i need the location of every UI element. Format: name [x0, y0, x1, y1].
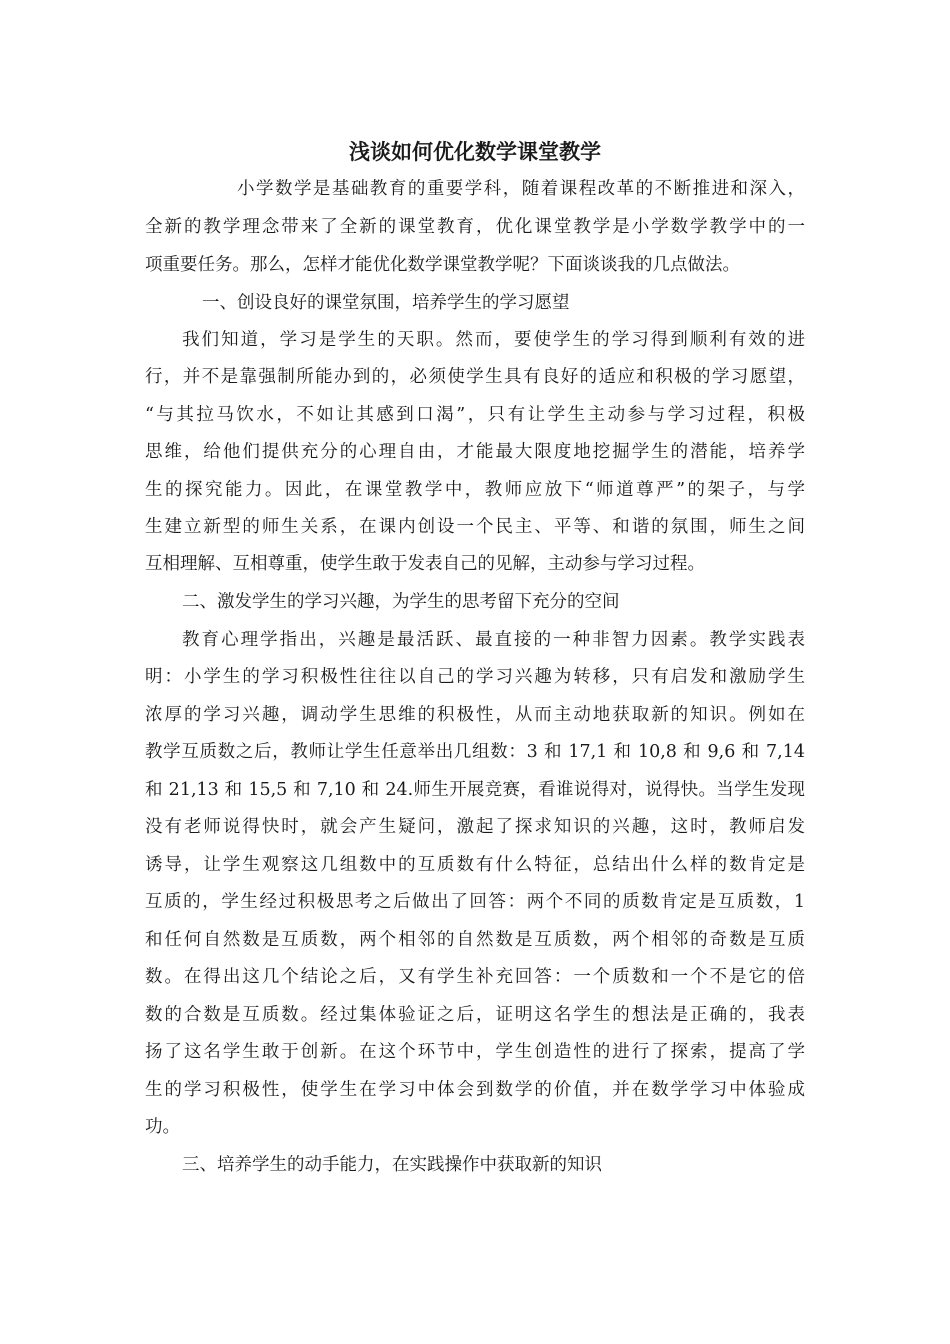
paragraph-line: 诱导，让学生观察这几组数中的互质数有什么特征，总结出什么样的数肯定是	[145, 855, 805, 875]
paragraph-line: 数的合数是互质数。经过集体验证之后，证明这名学生的想法是正确的，我表	[145, 1005, 805, 1025]
paragraph-line: 全新的教学理念带来了全新的课堂教育，优化课堂教学是小学数学教学中的一	[145, 217, 805, 237]
paragraph-line: 互质的，学生经过积极思考之后做出了回答：两个不同的质数肯定是互质数，1	[145, 892, 805, 912]
paragraph-line: 教学互质数之后，教师让学生任意举出几组数：3 和 17,1 和 10,8 和 9,6 和 7,14	[145, 742, 805, 762]
paragraph-line: 生的探究能力。因此，在课堂教学中，教师应放下“师道尊严”的架子，与学	[145, 480, 805, 500]
paragraph-line: 和 21,13 和 15,5 和 7,10 和 24.师生开展竞赛，看谁说得对，说得快。当学生发现	[145, 780, 805, 800]
paragraph-line: 数。在得出这几个结论之后，又有学生补充回答：一个质数和一个不是它的倍	[145, 967, 805, 987]
paragraph-line: 行，并不是靠强制所能办到的，必须使学生具有良好的适应和积极的学习愿望，	[145, 367, 805, 387]
paragraph-line: 功。	[145, 1117, 180, 1137]
section-heading: 二、激发学生的学习兴趣，为学生的思考留下充分的空间	[182, 592, 620, 612]
paragraph-line: 生建立新型的师生关系，在课内创设一个民主、平等、和谐的氛围，师生之间	[145, 517, 805, 537]
paragraph-line: “与其拉马饮水，不如让其感到口渴”，只有让学生主动参与学习过程，积极	[145, 405, 805, 425]
paragraph-line: 浓厚的学习兴趣，调动学生思维的积极性，从而主动地获取新的知识。例如在	[145, 705, 805, 725]
paragraph-line: 生的学习积极性，使学生在学习中体会到数学的价值，并在数学学习中体验成	[145, 1080, 805, 1100]
paragraph-line: 小学数学是基础教育的重要学科，随着课程改革的不断推进和深入，	[237, 179, 805, 199]
paragraph-line: 扬了这名学生敢于创新。在这个环节中，学生创造性的进行了探索，提高了学	[145, 1042, 805, 1062]
paragraph-line: 没有老师说得快时，就会产生疑问，激起了探求知识的兴趣，这时，教师启发	[145, 817, 805, 837]
paragraph-line: 项重要任务。那么，怎样才能优化数学课堂教学呢？下面谈谈我的几点做法。	[145, 255, 740, 275]
section-heading: 一、创设良好的课堂氛围，培养学生的学习愿望	[202, 293, 570, 313]
paragraph-line: 我们知道，学习是学生的天职。然而，要使学生的学习得到顺利有效的进	[182, 330, 805, 350]
document-title: 浅谈如何优化数学课堂教学	[349, 139, 601, 164]
paragraph-line: 教育心理学指出，兴趣是最活跃、最直接的一种非智力因素。教学实践表	[182, 630, 805, 650]
paragraph-line: 和任何自然数是互质数，两个相邻的自然数是互质数，两个相邻的奇数是互质	[145, 930, 805, 950]
paragraph-line: 思维，给他们提供充分的心理自由，才能最大限度地挖掘学生的潜能，培养学	[145, 442, 805, 462]
section-heading: 三、培养学生的动手能力，在实践操作中获取新的知识	[182, 1155, 602, 1175]
paragraph-line: 互相理解、互相尊重，使学生敢于发表自己的见解，主动参与学习过程。	[145, 554, 705, 574]
paragraph-line: 明：小学生的学习积极性往往以自己的学习兴趣为转移，只有启发和激励学生	[145, 667, 805, 687]
